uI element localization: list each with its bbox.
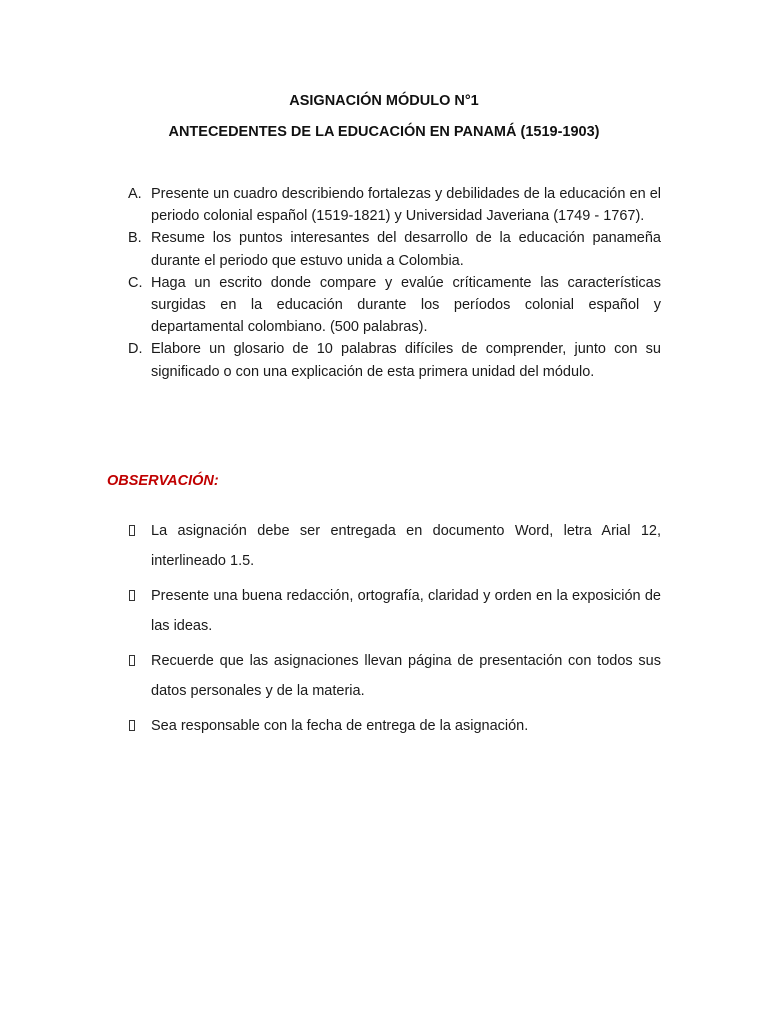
task-text: Haga un escrito donde compare y evalúe críticamente las características surgidas en la educación durante los períodos colonial español y departamental colombiano. (500 palabras). (151, 274, 661, 336)
observation-item (128, 646, 661, 706)
observation-heading: OBSERVACIÓN: (107, 473, 219, 489)
task-list (128, 183, 661, 383)
observation-text: Recuerde que las asignaciones llevan página de presentación con todos sus datos personales y de la materia. (151, 653, 661, 699)
observation-text: Presente una buena redacción, ortografía, claridad y orden en la exposición de las ideas. (151, 588, 661, 634)
observation-item (128, 516, 661, 576)
missing-glyph-box-icon (128, 516, 151, 546)
missing-glyph-box-icon (128, 646, 151, 676)
task-item-a (128, 183, 661, 227)
task-text: Resume los puntos interesantes del desarrollo de la educación panameña durante el periodo que estuvo unida a Colombia. (151, 230, 661, 269)
observation-list (128, 516, 661, 746)
observation-item (128, 581, 661, 641)
missing-glyph-box-icon (128, 711, 151, 741)
document-title: ASIGNACIÓN MÓDULO N°1 (289, 93, 479, 109)
observation-item (128, 711, 661, 741)
task-item-d (128, 338, 661, 382)
task-letter: D. (128, 341, 143, 358)
task-item-c (128, 272, 661, 339)
task-item-b (128, 227, 661, 271)
task-letter: A. (128, 186, 142, 202)
task-text: Elabore un glosario de 10 palabras difíciles de comprender, junto con su significado o con una explicación de esta primera unidad del módulo. (151, 341, 661, 380)
missing-glyph-box-icon (128, 581, 151, 611)
observation-text: La asignación debe ser entregada en documento Word, letra Arial 12, interlineado 1.5. (151, 523, 661, 569)
task-letter: B. (128, 230, 142, 247)
document-subtitle: ANTECEDENTES DE LA EDUCACIÓN EN PANAMÁ (1519-1903) (168, 124, 600, 140)
observation-text: Sea responsable con la fecha de entrega de la asignación. (151, 718, 529, 734)
task-text: Presente un cuadro describiendo fortalezas y debilidades de la educación en el periodo colonial español (1519-1821) y Universidad Javeriana (1749 - 1767). (151, 186, 661, 225)
task-letter: C. (128, 274, 143, 291)
